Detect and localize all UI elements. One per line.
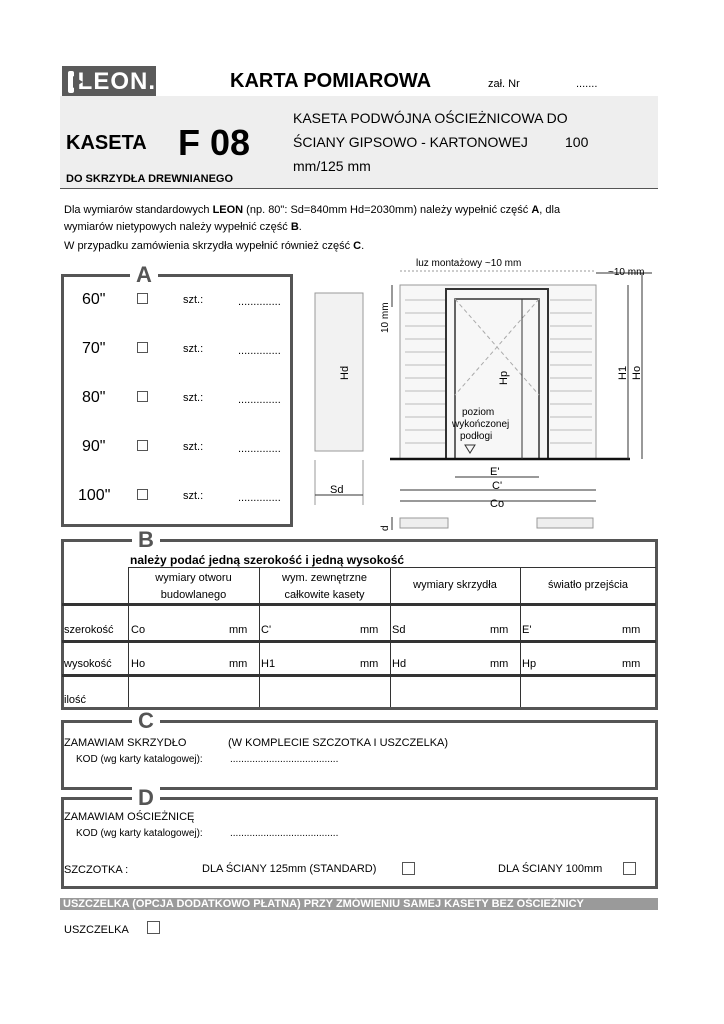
product-type: KASETA: [66, 132, 147, 154]
page-title: KARTA POMIAROWA: [230, 70, 432, 92]
b-width-e-unit: mm: [622, 624, 641, 636]
leon-logo-mark-icon: [68, 71, 74, 93]
hp-label: Hp: [498, 370, 510, 385]
checkbox-60[interactable]: [137, 293, 148, 304]
b-width-co-unit: mm: [229, 624, 248, 636]
d-label: d: [380, 525, 391, 531]
b-width-sd-unit: mm: [490, 624, 509, 636]
product-description-value: 100: [565, 134, 589, 150]
plan-section-right: [537, 518, 593, 528]
section-a-letter: A: [130, 264, 158, 286]
size-80: 80": [82, 389, 106, 406]
b-row-qty-label: ilość: [64, 694, 87, 706]
qty-field-60[interactable]: ..............: [238, 296, 281, 308]
c-label: C': [492, 480, 503, 492]
attachment-label: zał. Nr: [488, 78, 520, 90]
qty-label-60: szt.:: [183, 294, 204, 306]
checkbox-90[interactable]: [137, 440, 148, 451]
ten-mm-label: 10 mm: [380, 302, 391, 333]
header-bottom-rule: [60, 188, 658, 189]
h1-label: H1: [617, 365, 629, 380]
checkbox-100[interactable]: [137, 489, 148, 500]
b-height-h1-unit: mm: [360, 658, 379, 670]
floor-label-2: wykończonej: [452, 419, 510, 430]
size-60: 60": [82, 291, 106, 308]
product-description-2: ŚCIANY GIPSOWO - KARTONOWEJ: [293, 134, 528, 150]
d-brush-option-100: DLA ŚCIANY 100mm: [498, 863, 603, 875]
b-header-bottom-line: [62, 603, 656, 606]
luz-label: luz montażowy ~10 mm: [416, 258, 522, 269]
b-width-c[interactable]: C': [261, 624, 272, 636]
qty-field-70[interactable]: ..............: [238, 345, 281, 357]
intro-line-2: wymiarów nietypowych należy wypełnić część B.: [64, 221, 302, 233]
qty-label-90: szt.:: [183, 441, 204, 453]
co-label: Co: [490, 498, 505, 510]
b-width-sd[interactable]: Sd: [392, 624, 406, 636]
b-height-hd-unit: mm: [490, 658, 509, 670]
tilde10-label: ~10 mm: [608, 267, 645, 278]
section-d-letter: D: [132, 787, 160, 809]
qty-label-100: szt.:: [183, 490, 204, 502]
product-code: F 08: [178, 122, 251, 163]
d-brush-100-checkbox[interactable]: [623, 862, 636, 875]
b-row1-bottom-line: [62, 640, 656, 643]
c-order-note: (W KOMPLECIE SZCZOTKA I USZCZELKA): [228, 737, 449, 749]
b-width-e[interactable]: E': [522, 624, 532, 636]
product-subtitle: DO SKRZYDŁA DREWNIANEGO: [66, 173, 234, 185]
sd-label: Sd: [330, 484, 344, 496]
d-brush-option-125: DLA ŚCIANY 125mm (STANDARD): [202, 863, 377, 875]
floor-label-1: poziom: [462, 407, 495, 418]
b-header-top-line: [128, 567, 656, 568]
checkbox-70[interactable]: [137, 342, 148, 353]
product-description-3: mm/125 mm: [293, 158, 371, 174]
qty-label-80: szt.:: [183, 392, 204, 404]
size-70: 70": [82, 340, 106, 357]
d-brush-label: SZCZOTKA :: [64, 864, 129, 876]
logo-text: LEON.: [77, 68, 156, 95]
gasket-checkbox[interactable]: [147, 921, 160, 934]
floor-label-3: podłogi: [460, 431, 493, 442]
qty-field-90[interactable]: ..............: [238, 443, 281, 455]
size-90: 90": [82, 438, 106, 455]
b-height-hp[interactable]: Hp: [522, 658, 537, 670]
d-order-label: ZAMAWIAM OŚCIEŻNICĘ: [64, 811, 195, 823]
door-cassette-diagram: [300, 255, 662, 535]
ho-label: Ho: [631, 365, 643, 380]
section-c-letter: C: [132, 710, 160, 732]
qty-field-80[interactable]: ..............: [238, 394, 281, 406]
qty-label-70: szt.:: [183, 343, 204, 355]
product-description-1: KASETA PODWÓJNA OŚCIEŻNICOWA DO: [293, 110, 568, 126]
gasket-bar: USZCZELKA (OPCJA DODATKOWO PŁATNA) PRZY ZMÓWIENIU SAMEJ KASETY BEZ OŚCIEŻNICY: [60, 898, 658, 910]
b-height-hp-unit: mm: [622, 658, 641, 670]
b-col-passage: światło przejścia: [547, 579, 629, 591]
plan-section-left: [400, 518, 448, 528]
b-height-h1[interactable]: H1: [261, 658, 276, 670]
b-row2-bottom-line: [62, 674, 656, 677]
e-label: E': [490, 466, 500, 478]
b-width-co[interactable]: Co: [131, 624, 146, 636]
d-brush-125-checkbox[interactable]: [402, 862, 415, 875]
intro-line-1: Dla wymiarów standardowych LEON (np. 80": Sd=840mm Hd=2030mm) należy wypełnić część A, dla: [64, 204, 561, 216]
b-col-opening: wymiary otworu budowlanego: [155, 572, 232, 601]
b-col-leaf: wymiary skrzydła: [413, 579, 497, 591]
section-b-letter: B: [132, 529, 160, 551]
section-b-instruction: należy podać jedną szerokość i jedną wysokość: [130, 553, 405, 567]
checkbox-80[interactable]: [137, 391, 148, 402]
b-col-cassette: wym. zewnętrzne całkowite kasety: [282, 572, 367, 601]
d-code-field[interactable]: .......................................: [230, 828, 339, 839]
c-order-label: ZAMAWIAM SKRZYDŁO: [64, 737, 187, 749]
b-row-height-label: wysokość: [64, 658, 112, 670]
d-code-label: KOD (wg karty katalogowej):: [76, 828, 203, 839]
hd-label: Hd: [339, 365, 351, 380]
gasket-label: USZCZELKA: [64, 924, 129, 936]
b-height-ho-unit: mm: [229, 658, 248, 670]
c-code-label: KOD (wg karty katalogowej):: [76, 754, 203, 765]
b-width-c-unit: mm: [360, 624, 379, 636]
qty-field-100[interactable]: ..............: [238, 492, 281, 504]
b-height-ho[interactable]: Ho: [131, 658, 146, 670]
size-100: 100": [78, 487, 111, 504]
leon-logo: [62, 66, 156, 98]
intro-line-3: W przypadku zamówienia skrzydła wypełnić również część C.: [64, 240, 365, 252]
c-code-field[interactable]: .......................................: [230, 754, 339, 765]
attachment-number: .......: [576, 78, 598, 90]
b-height-hd[interactable]: Hd: [392, 658, 407, 670]
b-row-width-label: szerokość: [64, 624, 114, 636]
